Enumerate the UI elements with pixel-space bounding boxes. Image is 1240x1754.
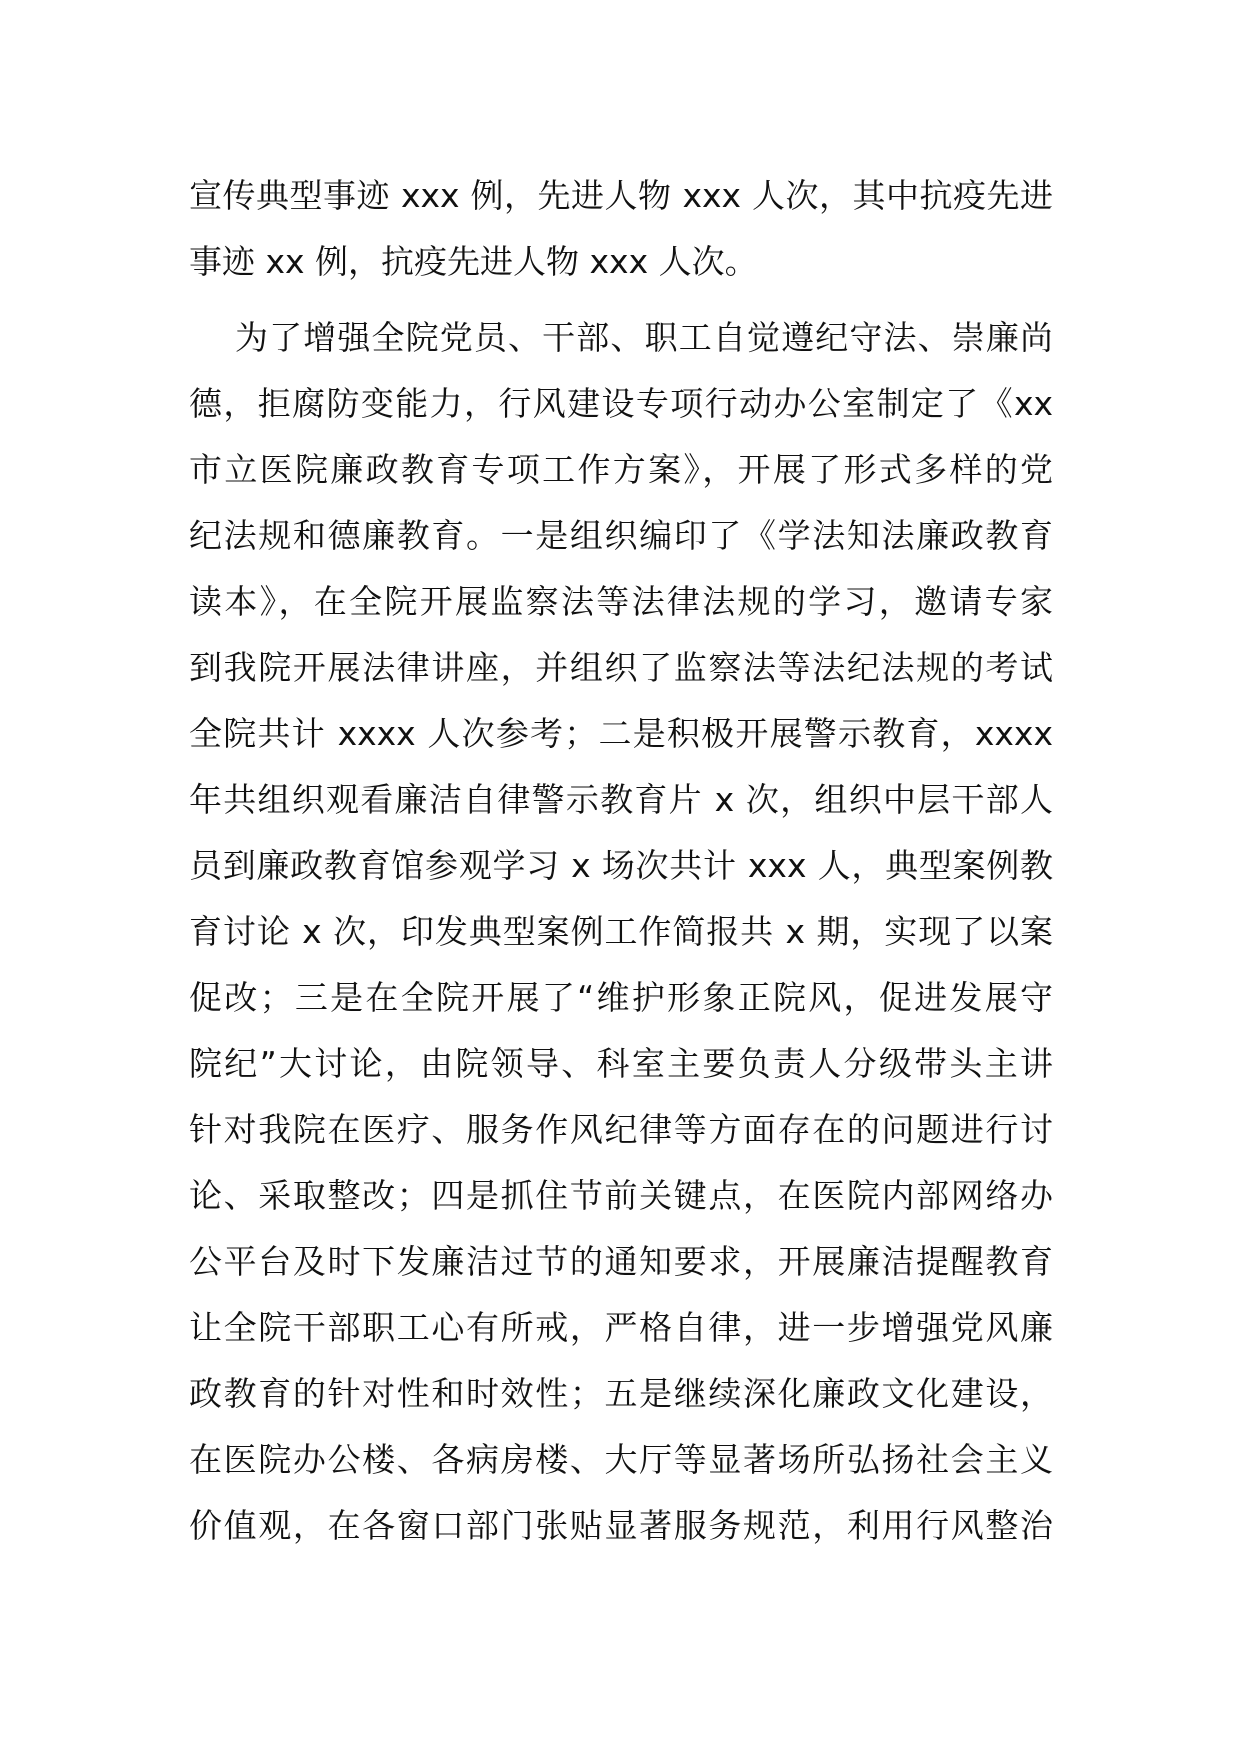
text-line: 价值观，在各窗口部门张贴显著服务规范，利用行风整治 (189, 1506, 1053, 1545)
text-line: 论、采取整改；四是抓住节前关键点，在医院内部网络办 (189, 1176, 1053, 1215)
text-line: 德，拒腐防变能力，行风建设专项行动办公室制定了《xx (189, 384, 1053, 423)
text-line: 在医院办公楼、各病房楼、大厅等显著场所弘扬社会主义 (189, 1440, 1053, 1479)
text-line: 针对我院在医疗、服务作风纪律等方面存在的问题进行讨 (189, 1110, 1053, 1149)
text-line: 让全院干部职工心有所戒，严格自律，进一步增强党风廉 (189, 1308, 1053, 1347)
paragraph-1 (189, 163, 1053, 295)
text-line: 到我院开展法律讲座，并组织了监察法等法纪法规的考试 (189, 648, 1053, 687)
text-line: 市立医院廉政教育专项工作方案》，开展了形式多样的党 (189, 450, 1053, 489)
text-line: 政教育的针对性和时效性；五是继续深化廉政文化建设， (189, 1374, 1053, 1413)
text-line: 事迹 xx 例，抗疫先进人物 xxx 人次。 (189, 242, 758, 281)
paragraph-2 (189, 305, 1053, 1559)
text-line: 育讨论 x 次，印发典型案例工作简报共 x 期，实现了以案 (189, 912, 1053, 951)
body-text (189, 163, 1053, 1559)
text-line: 公平台及时下发廉洁过节的通知要求，开展廉洁提醒教育 (189, 1242, 1053, 1281)
text-line: 宣传典型事迹 xxx 例，先进人物 xxx 人次，其中抗疫先进 (189, 176, 1053, 215)
text-line: 员到廉政教育馆参观学习 x 场次共计 xxx 人，典型案例教 (189, 846, 1053, 885)
text-line: 为了增强全院党员、干部、职工自觉遵纪守法、崇廉尚 (235, 318, 1053, 357)
text-line: 全院共计 xxxx 人次参考；二是积极开展警示教育，xxxx (189, 714, 1053, 753)
text-line: 年共组织观看廉洁自律警示教育片 x 次，组织中层干部人 (189, 780, 1053, 819)
text-line: 读本》，在全院开展监察法等法律法规的学习，邀请专家 (189, 582, 1053, 621)
text-line: 促改；三是在全院开展了“维护形象正院风，促进发展守 (189, 978, 1053, 1017)
text-line: 纪法规和德廉教育。一是组织编印了《学法知法廉政教育 (189, 516, 1053, 555)
text-line: 院纪”大讨论，由院领导、科室主要负责人分级带头主讲 (189, 1044, 1053, 1083)
